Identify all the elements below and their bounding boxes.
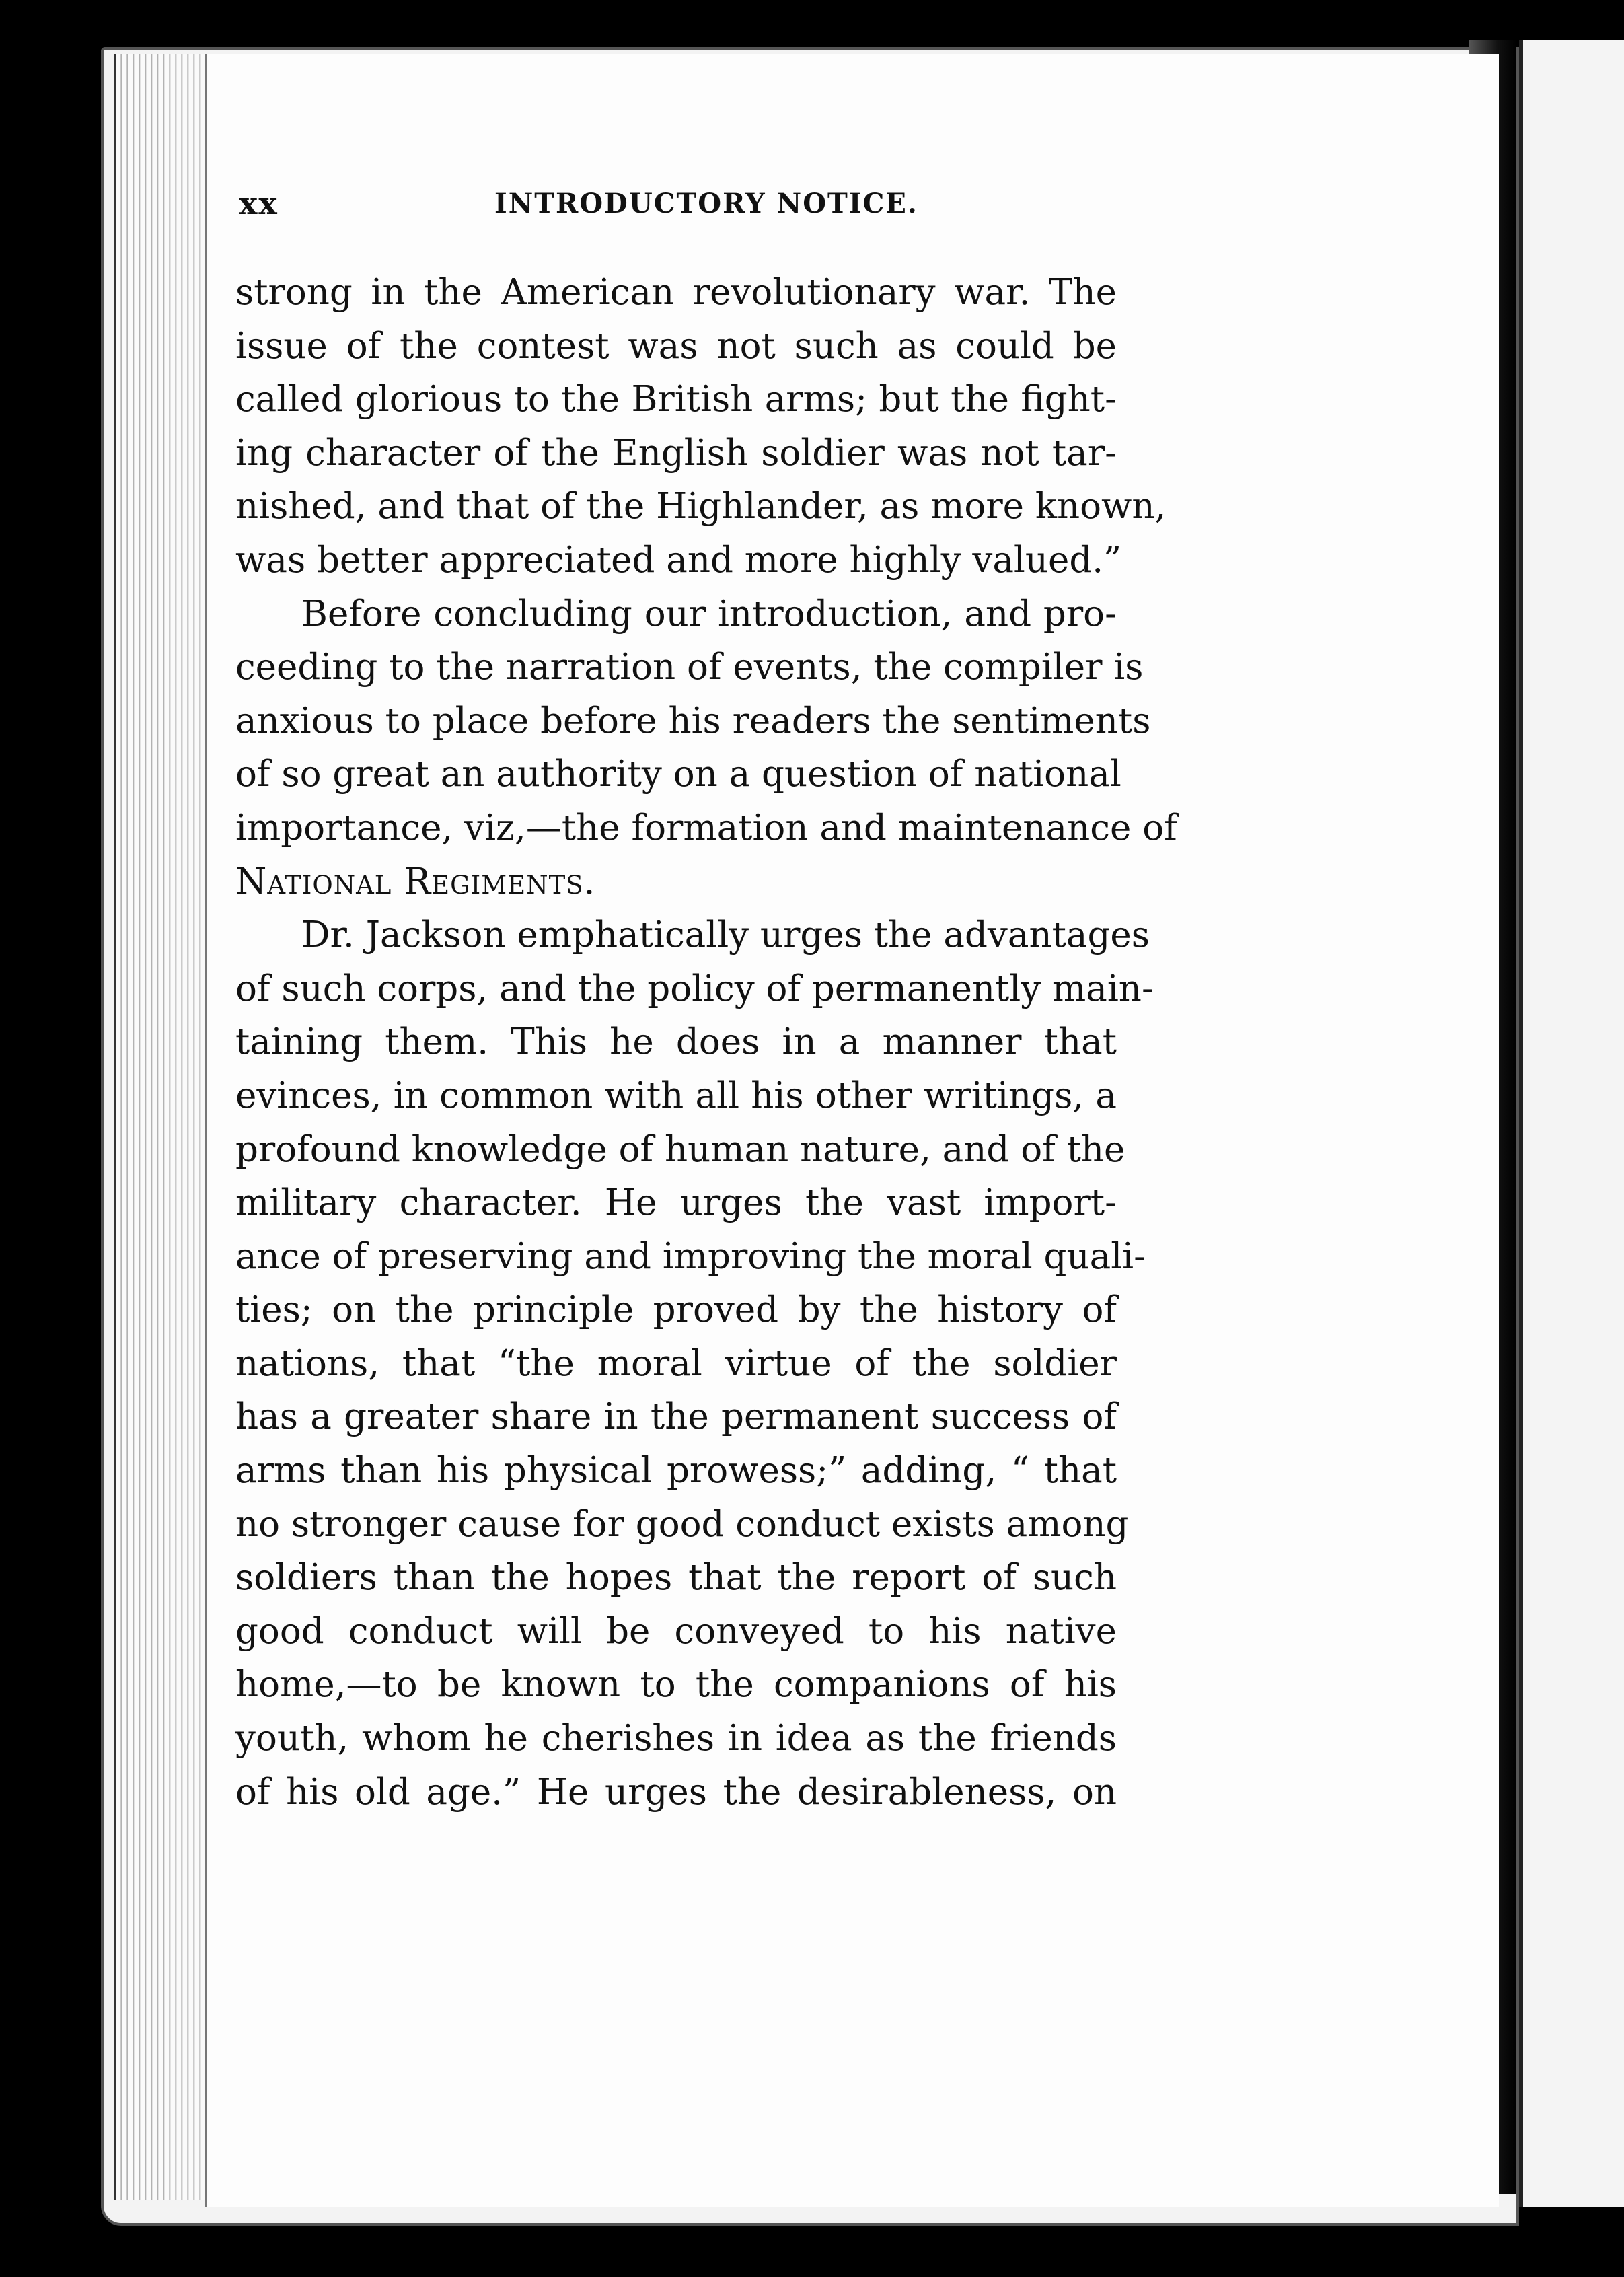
text-line: issue of the contest was not such as could be: [235, 325, 1117, 367]
text-line: of so great an authority on a question of national: [235, 754, 1121, 795]
text-line: was better appreciated and more highly valued.”: [235, 539, 1122, 581]
text-line: National Regiments.: [235, 861, 596, 902]
text-line: importance, viz,—the formation and maintenance of: [235, 807, 1177, 848]
text-line: strong in the American revolutionary war. The: [235, 272, 1117, 313]
text-line: arms than his physical prowess;” adding, “ that: [235, 1450, 1117, 1492]
text-line: youth, whom he cherishes in idea as the friends: [235, 1718, 1117, 1760]
text-line: anxious to place before his readers the sentiments: [235, 700, 1151, 742]
facing-page-edge: [1519, 40, 1624, 2207]
text-line: called glorious to the British arms; but the fight-: [235, 379, 1117, 421]
text-line: ceeding to the narration of events, the compiler is: [235, 647, 1144, 688]
text-line: of his old age.” He urges the desirableness, on: [235, 1771, 1117, 1813]
text-line: of such corps, and the policy of permanently main-: [235, 968, 1154, 1009]
text-line: soldiers than the hopes that the report of such: [235, 1557, 1117, 1599]
text-line: Before concluding our introduction, and pro-: [301, 593, 1117, 635]
text-line: no stronger cause for good conduct exists among: [235, 1503, 1129, 1545]
text-line: ing character of the English soldier was not tar-: [235, 432, 1117, 474]
text-line: profound knowledge of human nature, and of the: [235, 1128, 1125, 1170]
text-line: taining them. This he does in a manner that: [235, 1021, 1117, 1063]
text-line: nished, and that of the Highlander, as more known,: [235, 486, 1167, 528]
text-line: good conduct will be conveyed to his native: [235, 1610, 1117, 1652]
body-text: [235, 266, 1177, 1819]
text-line: ance of preserving and improving the moral quali-: [235, 1235, 1146, 1277]
text-line: ties; on the principle proved by the history of: [235, 1289, 1117, 1331]
page-edges: [114, 54, 217, 2200]
running-head: [239, 185, 1100, 239]
running-head-title: INTRODUCTORY NOTICE.: [494, 188, 918, 219]
text-line: evinces, in common with all his other writings, a: [235, 1075, 1117, 1116]
text-line: military character. He urges the vast import-: [235, 1182, 1117, 1224]
page-number: xx: [239, 185, 279, 221]
text-line: nations, that “the moral virtue of the soldier: [235, 1342, 1117, 1384]
text-line: Dr. Jackson emphatically urges the advantages: [301, 914, 1150, 956]
text-line: has a greater share in the permanent success of: [235, 1396, 1117, 1438]
text-line: home,—to be known to the companions of his: [235, 1664, 1117, 1706]
